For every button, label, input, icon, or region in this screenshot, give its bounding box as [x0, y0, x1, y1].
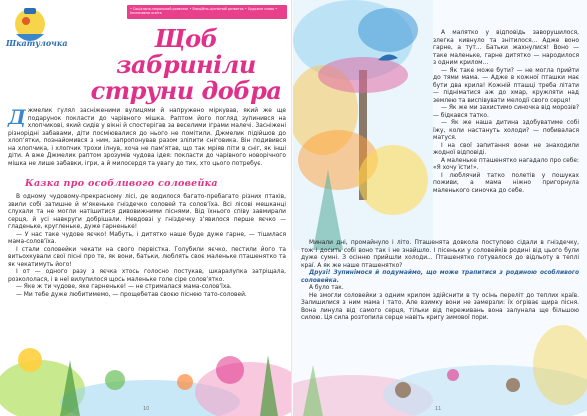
right-page: [293, 0, 587, 416]
story-paragraph: — Як таке може бути? — не могла прийти до тями мама. — Адже в кожної пташки має бути два крила! Кожній пташці треба літати — підніматися аж до хмар, кружляти над землею та виспівувати мелодії свого серця!: [433, 67, 579, 104]
story-paragraph: І стали соловейки чекати на свого первістка. Голубили яєчко, пестили його та витьохкували свої пісні про те, як вони, батьки, люблять своє маленьке пташенятко та як чекатимуть його!: [8, 246, 286, 268]
left-page: [0, 0, 292, 416]
story-paragraph: — Як же ми захистимо синочка від морозів? — бідкався татко.: [433, 105, 579, 119]
category-tags: • Соціально–моральний розвиток • Емоційно–ціннісний розвиток • Художнє слово • Інклюзивна освіта: [127, 5, 287, 19]
story-paragraph: І люблячий татко полетів у пошуках поживи, а мама ніжно пригорнула маленького синочка до себе.: [433, 172, 579, 194]
drop-cap: Д: [8, 105, 26, 129]
intro-paragraph: жмелик гулял засніженими вулицями й напружено міркував, який же ще подарунок покласти до чарівного мішка. Раптом його погляд зупинився на хлопчикові, який сидів у вікні й спостерігав за веселими іграми малечі. Засніжені різнорідні забавами, діти посміювалися до нього не помітили. Джмелик підійшов до хлоп’ятки, познайомився з ним, запропонував разом зліпити сніговика. Він подивився на хлопчика, і хлопчик трохи ілнув, хоча не пам’ятав, що так мріяв піти в сніг, як інші діти. А вже Джмелик раптом зрозумів чудова ідея: покласти до чарівного новорічного мішка не лише забавки, ігри, а й милосердя та увагу до тих, хто цього потребує.: [8, 108, 286, 167]
story-paragraph: А малятко у відповідь заворушилося, злегка кивнуло та знітилося... Адже воно гарне, а тут... Батьки жахнулися! Воно — таке маленьке, гарне дитятко — народилося з одним крилом...: [433, 30, 579, 66]
story-subtitle: Казка про особливого соловейка: [25, 178, 218, 189]
story-paragraph: — Яке ж ти чудове, яке гарненьке! — не стрималася мама-солов’їха.: [16, 284, 232, 290]
story-paragraph: — У нас таке чудове яєчко! Мабуть, і дитятко наше буде дуже гарне, — тішилася мама-солов’їха.: [8, 231, 286, 245]
reader-question: Друзі! Зупинімося й подумаймо, що може трапитися з родиною особливого соловейка.: [301, 270, 579, 284]
story-paragraph: І на свої запитання вони не знаходили жодної відповіді.: [433, 142, 579, 156]
story-paragraph: — Як же наша дитина здобуватиме собі їжу, коли настануть холоди? — побивалася матуся.: [433, 120, 579, 141]
story-paragraph: І от — одного разу з яєчка хтось голосно постукав, шкаралупка затріщала, розкололася, і в неї вилупилося щось маленьке голе сіре солов’ятко.: [8, 269, 286, 283]
winter-illustration: [293, 305, 587, 416]
story-paragraph: А було так.: [309, 285, 344, 291]
page-number-right: 11: [435, 406, 442, 412]
story-text-left: [8, 194, 286, 299]
meadow-illustration: [0, 320, 292, 416]
story-paragraph: Минали дні, промайнуло і літо. Пташенята довкола поступово сідали в гніздечку, тож і досить собі воно так і не знайшло. І пісеньки у соловейків родині від цього були дуже сумні. З осінню прийшли холоди... Пташенятко готувалося до відльоту в теплі краї. А як же наше пташенятко?: [301, 240, 579, 269]
page-title: Щоб забриніли струни добра: [90, 24, 282, 105]
logo-text: Шкатулочка: [6, 38, 68, 48]
intro-text: [8, 105, 286, 168]
story-text-right-column: [433, 30, 579, 195]
story-paragraph: В одному чудовому-прекрасному лісі, де водилося багато-пребагато різних птахів, звили собі затишне й м’якеньке гніздечко соловей та солов’їха. Всі лісові мешканці слухали та не могли натішитися дивовижними піснями. Від їхнього співу завмирали серця, й усі навкруги добрішали. Невдовзі у гніздечку з’явилося перше яєчко — гладеньке, кругленьке, дуже гарненьке!: [8, 194, 286, 230]
story-paragraph: Не змогли соловейки з одним крилом здійснити в ту осінь переліт до теплих країв. Залишилися з ним мама і тато. Але взимку вони не замерзли: їх огріває щира пісня. Вона линула від самого серця, тільки від переживань вона залунала ще більшою силою. Ця сила розтопила серце навіть кригу зимової пори.: [301, 292, 579, 321]
story-paragraph: А маленьке пташенятко нагадало про себе: «Я хочу їсти!».: [433, 157, 579, 171]
forest-illustration: [293, 0, 433, 250]
page-number-left: 10: [143, 406, 150, 412]
story-paragraph: — Ми тебе дуже любитимемо, — прощебетав своєю піснею тато-соловей.: [16, 291, 247, 298]
